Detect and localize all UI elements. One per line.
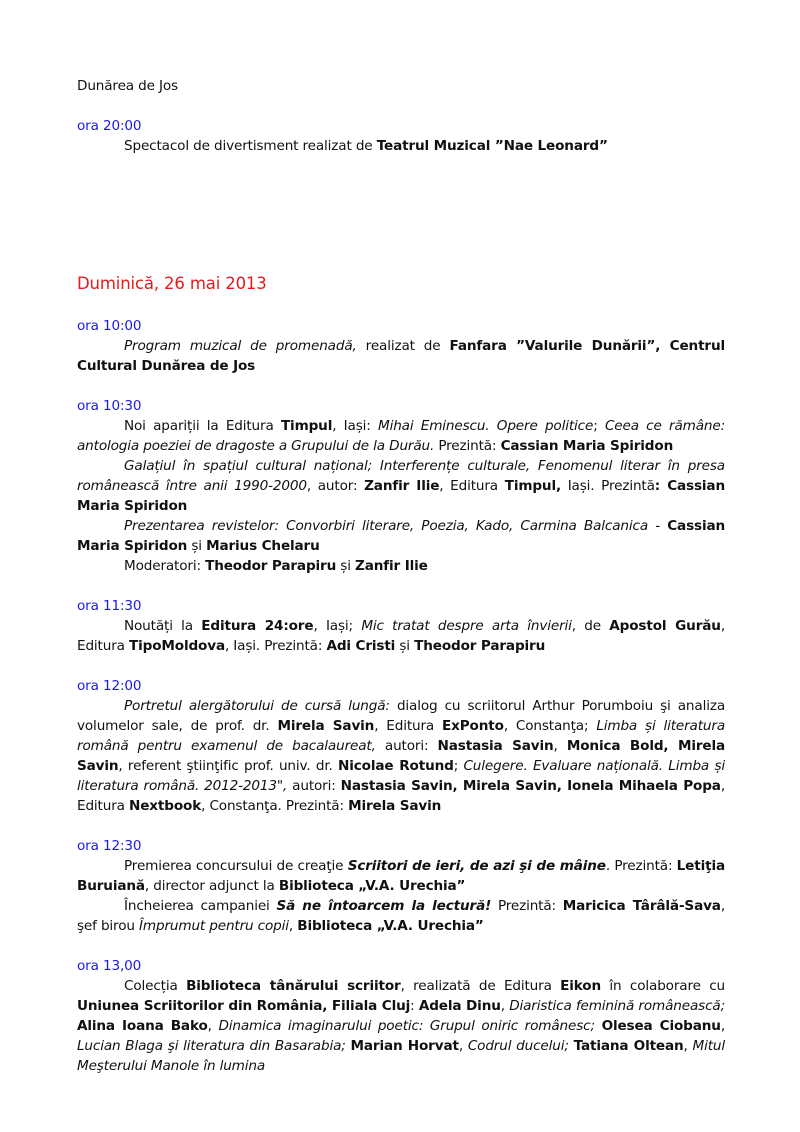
- program-page: [77, 76, 725, 1076]
- event-paragraph: Spectacol de divertisment realizat de Teatrul Muzical ”Nae Leonard”: [124, 138, 608, 154]
- time-1200: ora 12:00: [77, 678, 142, 694]
- event-paragraph: Colecția Biblioteca tânărului scriitor, realizată de Editura Eikon în colaborare cu Uniunea Scriitorilor din România, Filiala Cluj: Adela Dinu, Diaristica feminină românească; Alina Ioana Bako, Dinamica imaginarului poetic: Grupul oniric românesc; Olesea Ciobanu, Lucian Blaga şi literatura din Basarabia; Marian Horvat, Codrul ducelui; Tatiana Oltean, Mitul Meşterului Manole în lumina: [77, 978, 726, 1074]
- event-paragraph: Program muzical de promenadă, realizat de Fanfara ”Valurile Dunării”, Centrul Cultural Dunărea de Jos: [77, 338, 726, 374]
- event-paragraph: Premierea concursului de creaţie Scriitori de ieri, de azi şi de mâine. Prezintă: Letiţia Buruiană, director adjunct la Biblioteca „V.A. Urechia”: [77, 858, 725, 894]
- event-paragraph: Încheierea campaniei Să ne întoarcem la lectură! Prezintă: Maricica Târâlă-Sava, şef birou Împrumut pentru copii, Biblioteca „V.A. Urechia”: [77, 898, 726, 934]
- time-1300: ora 13,00: [77, 958, 142, 974]
- event-paragraph: Noutăți la Editura 24:ore, Iași; Mic tratat despre arta învierii, de Apostol Gurău, Editura TipoMoldova, Iași. Prezintă: Adi Cristi și Theodor Parapiru: [77, 618, 725, 654]
- event-paragraph: Prezentarea revistelor: Convorbiri literare, Poezia, Kado, Carmina Balcanica - Cassian Maria Spiridon și Marius Chelaru: [77, 518, 726, 554]
- event-paragraph: Noi apariții la Editura Timpul, Iași: Mihai Eminescu. Opere politice; Ceea ce rămâne: antologia poeziei de dragoste a Grupului de la Durău. Prezintă: Cassian Maria Spiridon: [77, 418, 726, 454]
- event-paragraph: Portretul alergătorului de cursă lungă: dialog cu scriitorul Arthur Porumboiu şi analiza volumelor sale, de prof. dr. Mirela Savin, Editura ExPonto, Constanţa; Limba și literatura română pentru examenul de bacalaureat, autori: Nastasia Savin, Monica Bold, Mirela Savin, referent ştiinţific prof. univ. dr. Nicolae Rotund; Culegere. Evaluare națională. Limba și literatura română. 2012-2013", autori: Nastasia Savin, Mirela Savin, Ionela Mihaela Popa, Editura Nextbook, Constanţa. Prezintă: Mirela Savin: [77, 698, 726, 814]
- time-2000: ora 20:00: [77, 118, 142, 134]
- moderators-line: Moderatori: Theodor Parapiru și Zanfir Ilie: [124, 558, 428, 574]
- time-1000: ora 10:00: [77, 318, 142, 334]
- time-1030: ora 10:30: [77, 398, 142, 414]
- top-line: Dunărea de Jos: [77, 78, 178, 94]
- day-heading: Duminică, 26 mai 2013: [77, 274, 267, 293]
- time-1130: ora 11:30: [77, 598, 142, 614]
- time-1230: ora 12:30: [77, 838, 142, 854]
- event-paragraph: Galațiul în spațiul cultural național; Interferențe culturale, Fenomenul literar în presa românească între anii 1990-2000, autor: Zanfir Ilie, Editura Timpul, Iași. Prezintă: Cassian Maria Spiridon: [77, 458, 725, 514]
